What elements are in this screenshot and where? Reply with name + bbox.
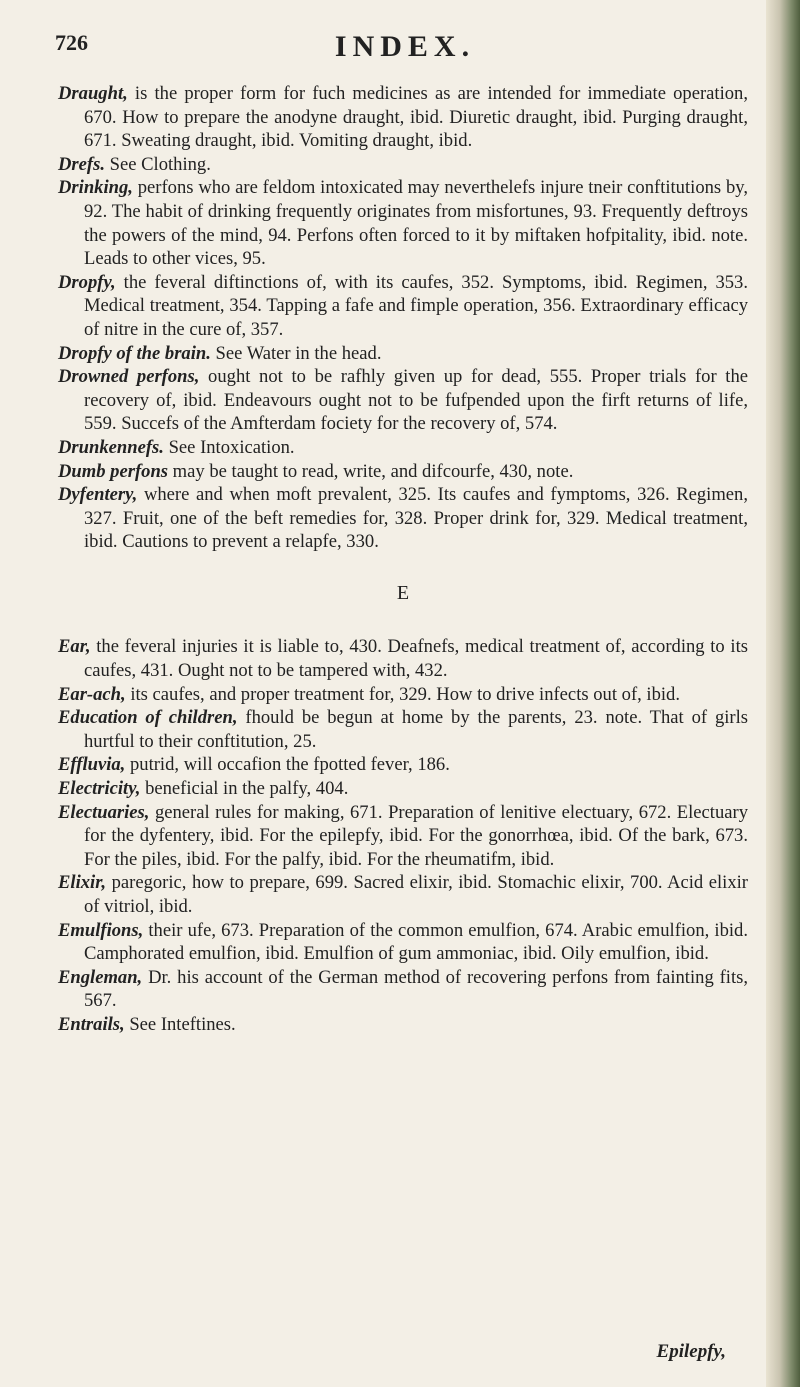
entry-text: Dr. his account of the German method of recovering perfons from fainting fits, 567. <box>84 966 748 1012</box>
entry-heading: Drinking, <box>58 177 133 199</box>
entry-heading: Elixir, <box>58 872 107 894</box>
entry-text: putrid, will occafion the fpotted fever, 186. <box>125 754 450 776</box>
index-section-e <box>58 635 748 1036</box>
entry-heading: Electuaries, <box>58 801 150 823</box>
index-entry <box>58 871 748 918</box>
entry-text: paregoric, how to prepare, 699. Sacred elixir, ibid. Stomachic elixir, 700. Acid elixir of vitriol, ibid. <box>84 872 748 917</box>
entry-heading: Electricity, <box>58 778 141 800</box>
entry-text: See Inteftines. <box>124 1013 236 1035</box>
entry-heading: Dyfentery, <box>58 484 138 506</box>
index-entry <box>58 919 748 966</box>
entry-text: See Water in the head. <box>210 342 382 364</box>
entry-text: where and when moft prevalent, 325. Its caufes and fymptoms, 326. Regimen, 327. Fruit, one of the beft remedies for, 328. Proper drink for, 329. Medical treatment, ibid. Cautions to prevent a relapfe, 330. <box>84 484 748 553</box>
index-entry <box>58 753 748 777</box>
entry-heading: Dropfy, <box>58 271 116 293</box>
entry-text: their ufe, 673. Preparation of the common emulfion, 674. Arabic emulfion, ibid. Camphorated emulfion, ibid. Emulfion of gum ammoniac, ibid. Oily emulfion, ibid. <box>84 919 748 965</box>
index-entry <box>58 635 748 682</box>
entry-text: beneficial in the palfy, 404. <box>140 778 349 800</box>
entry-heading: Effluvia, <box>58 754 126 776</box>
index-entry <box>58 801 748 872</box>
entry-heading: Draught, <box>58 83 128 104</box>
entry-text: ought not to be rafhly given up for dead, 555. Proper trials for the recovery of, ibid. Endeavours ought not to be fufpended upon the firft returns of life, 559. Succefs of the Amfterdam fociety for the recovery of, 574. <box>84 366 748 435</box>
entry-heading: Drefs. <box>58 153 105 175</box>
index-entry <box>58 683 748 707</box>
entry-text: the feveral diftinctions of, with its caufes, 352. Symptoms, ibid. Regimen, 353. Medical treatment, 354. Tapping a fafe and fimple operation, 356. Extraordinary efficacy of nitre in the cure of, 357. <box>84 271 748 340</box>
entry-heading: Drunkennefs. <box>58 436 164 458</box>
index-entry <box>58 966 748 1013</box>
book-spine-edge <box>766 0 800 1387</box>
entry-text: See Clothing. <box>105 153 211 175</box>
entry-heading: Drowned perfons, <box>58 366 200 388</box>
index-entry <box>58 436 748 460</box>
page-header <box>55 30 755 70</box>
entry-heading: Dropfy of the brain. <box>58 342 211 364</box>
entry-text: may be taught to read, write, and difcourfe, 430, note. <box>168 460 574 482</box>
index-entries <box>58 82 748 1037</box>
index-entry <box>58 365 748 436</box>
catchword: Epilepfy, <box>656 1341 726 1362</box>
entry-heading: Emulfions, <box>58 919 144 941</box>
entry-text: is the proper form for fuch medicines as are intended for immediate operation, 670. How to prepare the anodyne draught, ibid. Diuretic draught, ibid. Purging draught, 671. Sweating draught, ibid. Vomiting draught, ibid. <box>84 83 748 152</box>
index-entry <box>58 1013 748 1037</box>
page-number: 726 <box>55 30 88 55</box>
entry-heading: Engleman, <box>58 966 143 988</box>
entry-heading: Ear, <box>58 636 91 658</box>
entry-heading: Education of children, <box>58 707 238 729</box>
index-entry <box>58 706 748 753</box>
entry-text: fhould be begun at home by the parents, 23. note. That of girls hurtful to their conftitution, 25. <box>84 707 749 752</box>
entry-heading: Ear-ach, <box>58 683 126 705</box>
entry-text: perfons who are feldom intoxicated may neverthelefs injure tneir conftitutions by, 92. The habit of drinking frequently originates from misfortunes, 93. Frequently deftroys the powers of the mind, 94. Perfons often forced to it by miftaken hofpitality, ibid. note. Leads to other vices, 95. <box>84 177 748 270</box>
index-entry <box>58 271 748 342</box>
index-entry <box>58 483 748 554</box>
index-entry <box>58 176 748 270</box>
section-letter: E <box>396 581 410 604</box>
entry-heading: Dumb perfons <box>58 460 169 482</box>
entry-text: the feveral injuries it is liable to, 430. Deafnefs, medical treatment of, according to its caufes, 431. Ought not to be tampered with, 432. <box>84 636 748 682</box>
index-entry <box>58 460 748 484</box>
entry-text: its caufes, and proper treatment for, 329. How to drive infects out of, ibid. <box>125 683 681 705</box>
entry-heading: Entrails, <box>58 1013 125 1035</box>
index-entry <box>58 777 748 801</box>
index-entry <box>58 342 748 366</box>
page-title: INDEX. <box>334 30 476 63</box>
index-entry <box>58 153 748 177</box>
index-entry <box>58 82 748 153</box>
index-section-d <box>58 82 748 554</box>
entry-text: See Intoxication. <box>163 436 295 458</box>
entry-text: general rules for making, 671. Preparation of lenitive electuary, 672. Electuary for the dyfentery, ibid. For the epilepfy, ibid. For the gonorrhœa, ibid. Of the bark, 673. For the piles, ibid. For the palfy, ibid. For the rheumatifm, ibid. <box>84 801 748 870</box>
